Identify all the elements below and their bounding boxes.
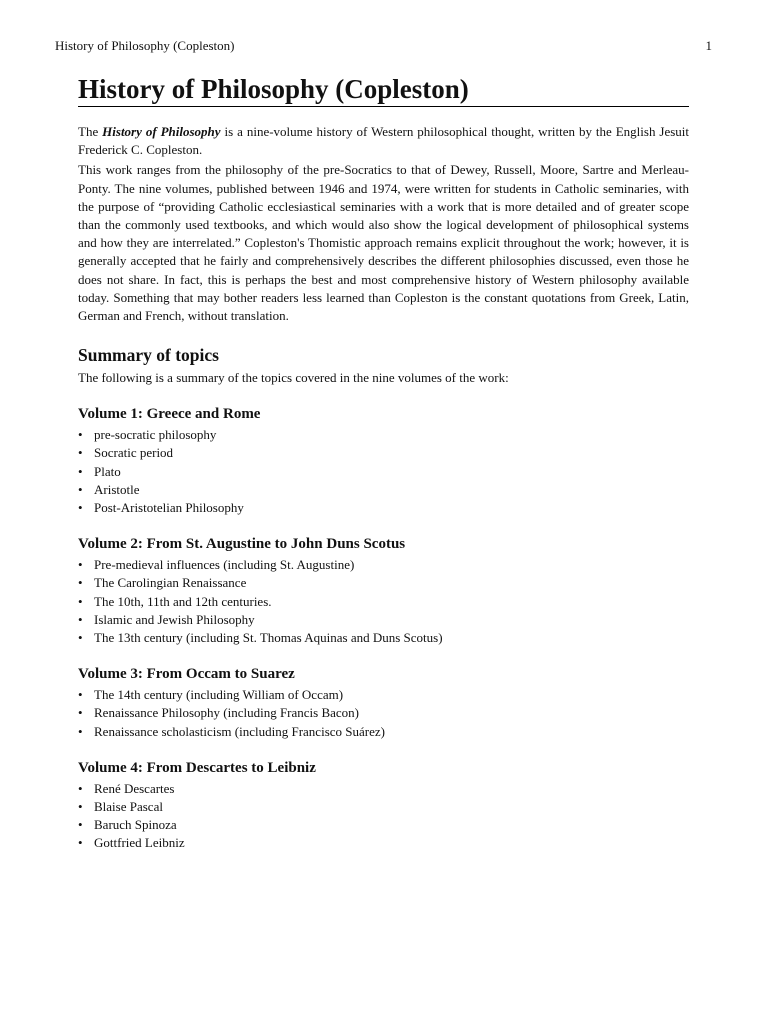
list-item (78, 686, 689, 704)
bullet-icon: • (78, 723, 83, 739)
list-item (78, 723, 689, 741)
list-item (78, 444, 689, 462)
bullet-icon: • (78, 593, 83, 609)
bullet-icon: • (78, 835, 83, 851)
bullet-icon: • (78, 481, 83, 497)
bullet-icon: • (78, 817, 83, 833)
bullet-icon: • (78, 575, 83, 591)
bullet-icon: • (78, 780, 83, 796)
bullet-icon: • (78, 705, 83, 721)
list-item (78, 574, 689, 592)
bullet-icon: • (78, 799, 83, 815)
list-item (78, 463, 689, 481)
article-content (78, 72, 689, 853)
list-item-text: Aristotle (94, 481, 140, 497)
list-item-text: Renaissance scholasticism (including Francisco Suárez) (94, 723, 385, 739)
bullet-icon: • (78, 500, 83, 516)
list-item (78, 816, 689, 834)
list-item (78, 426, 689, 444)
list-item (78, 499, 689, 517)
list-item-text: The 14th century (including William of Occam) (94, 687, 344, 703)
list-item-text: The Carolingian Renaissance (94, 575, 247, 591)
list-item-text: The 13th century (including St. Thomas Aquinas and Duns Scotus) (94, 630, 443, 646)
volume-1-heading: Volume 1: Greece and Rome (78, 406, 261, 423)
list-item (78, 798, 689, 816)
list-item (78, 481, 689, 499)
list-item-text: Plato (94, 463, 121, 479)
intro-paragraph (78, 123, 689, 159)
page-number: 1 (705, 38, 712, 53)
list-item (78, 593, 689, 611)
volume-4-topic-list (78, 780, 689, 853)
list-item (78, 611, 689, 629)
list-item-text: Islamic and Jewish Philosophy (94, 611, 255, 627)
bullet-icon: • (78, 427, 83, 443)
bullet-icon: • (78, 630, 83, 646)
bullet-icon: • (78, 557, 83, 573)
bullet-icon: • (78, 445, 83, 461)
list-item (78, 704, 689, 722)
volume-2-topic-list (78, 556, 689, 647)
list-item-text: Renaissance Philosophy (including Francis Bacon) (94, 705, 360, 721)
bullet-icon: • (78, 463, 83, 479)
list-item-text: Pre-medieval influences (including St. Augustine) (94, 557, 355, 573)
list-item (78, 556, 689, 574)
list-item-text: René Descartes (94, 780, 175, 796)
volume-4-heading: Volume 4: From Descartes to Leibniz (78, 759, 316, 776)
description-paragraph: This work ranges from the philosophy of the pre-Socratics to that of Dewey, Russell, Moore, Sartre and Merleau-Ponty. The nine volumes, published between 1946 and 1974, were written for students in Catholic seminaries, with the purpose of “providing Catholic ecclesiastical seminaries with a work that is more detailed and of greater scope than the commonly used textbooks, and which would also show the logical development of philosophical systems and how they are interrelated.” Copleston's Thomistic approach remains explicit throughout the work; however, it is generally accepted that he fairly and comprehensively describes the different philosophies discussed, even those he does not share. In fact, this is perhaps the best and most comprehensive history of Western philosophy available today. Something that may bother readers less learned than Copleston is the constant quotations from Greek, Latin, German and French, without translation. (78, 162, 689, 324)
running-header (55, 37, 712, 55)
list-item-text: Post-Aristotelian Philosophy (94, 500, 244, 516)
page-title: History of Philosophy (Copleston) (78, 72, 689, 107)
list-item (78, 780, 689, 798)
volume-2-heading: Volume 2: From St. Augustine to John Duns Scotus (78, 536, 406, 553)
volume-1-topic-list (78, 426, 689, 517)
list-item-text: Gottfried Leibniz (94, 835, 185, 851)
list-item-text: The 10th, 11th and 12th centuries. (94, 593, 272, 609)
list-item-text: Socratic period (94, 445, 174, 461)
volume-3-heading: Volume 3: From Occam to Suarez (78, 666, 295, 683)
list-item (78, 834, 689, 852)
summary-heading: Summary of topics (78, 345, 219, 366)
bullet-icon: • (78, 687, 83, 703)
book-title: History of Philosophy (102, 124, 221, 139)
list-item (78, 629, 689, 647)
list-item-text: Baruch Spinoza (94, 817, 177, 833)
list-item-text: Blaise Pascal (94, 799, 163, 815)
volume-3-topic-list (78, 686, 689, 741)
summary-intro: The following is a summary of the topics covered in the nine volumes of the work: (78, 370, 509, 386)
list-item-text: pre-socratic philosophy (94, 427, 217, 443)
bullet-icon: • (78, 611, 83, 627)
running-header-title: History of Philosophy (Copleston) (55, 38, 235, 53)
intro-rest: is a nine-volume history of Western philosophical thought, written by the English Jesuit Frederick C. Copleston. (78, 124, 689, 158)
intro-the: The (78, 124, 103, 139)
